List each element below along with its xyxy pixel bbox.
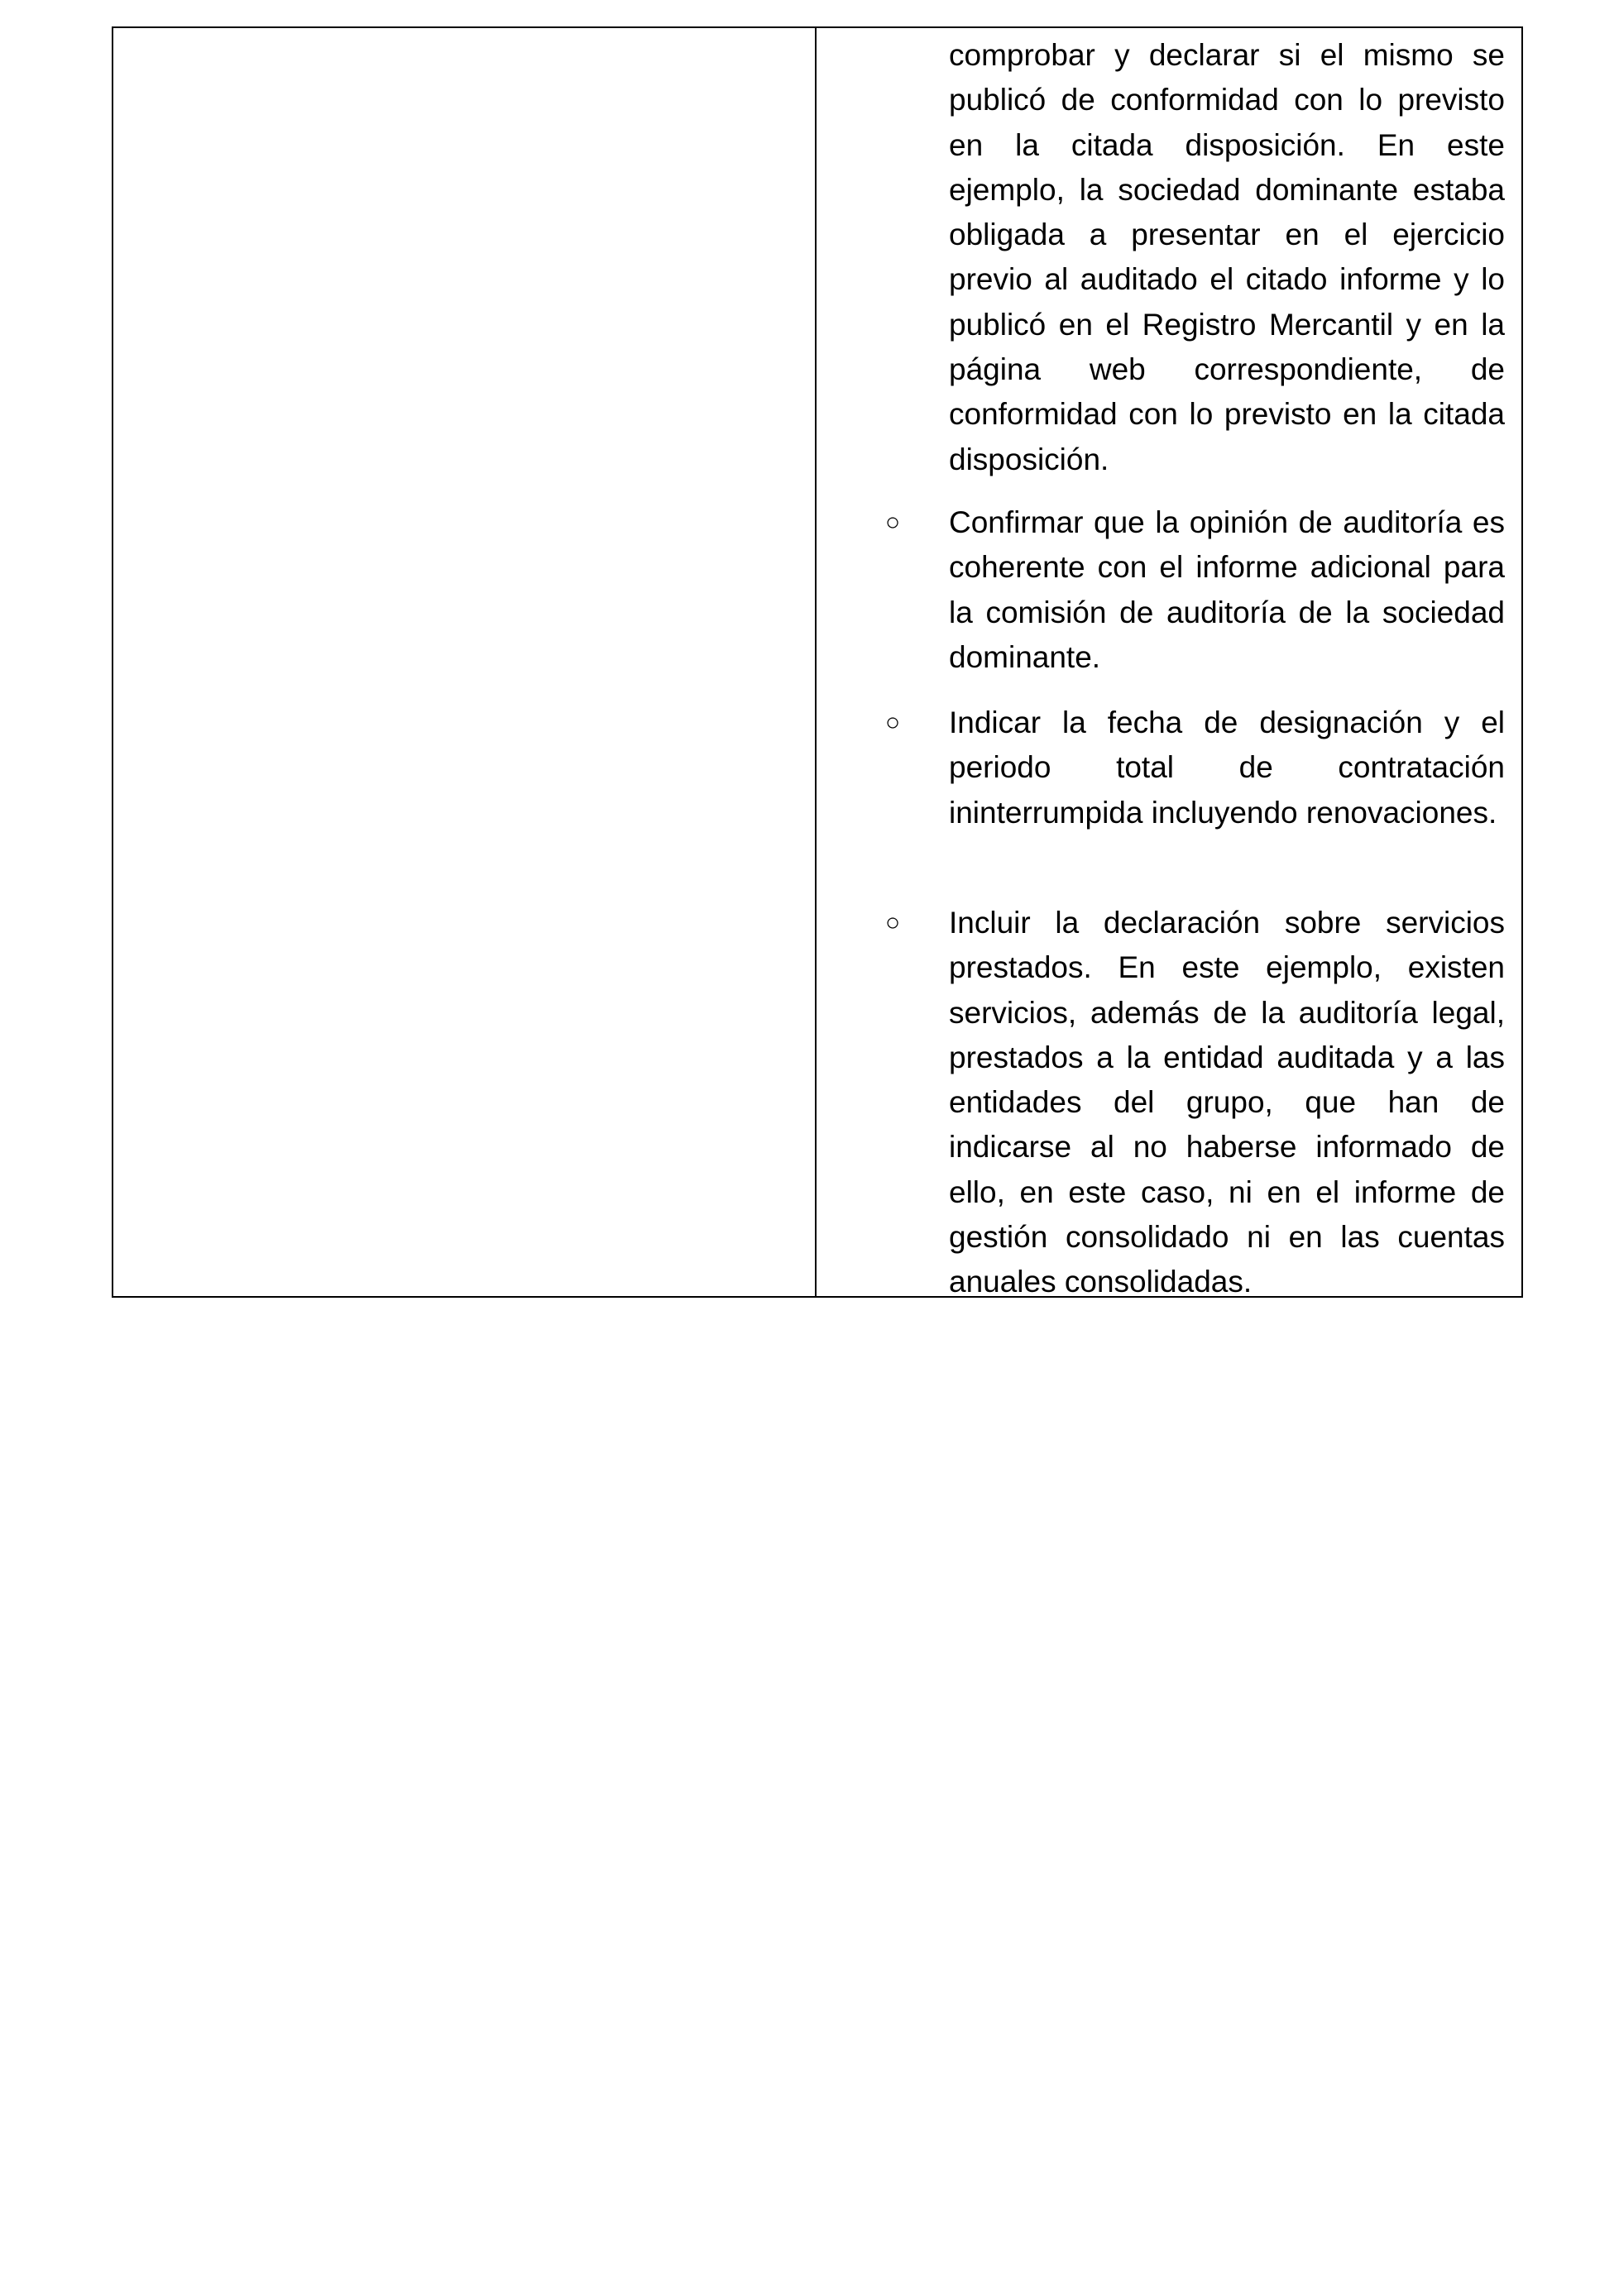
hollow-circle-bullet-icon: ○	[885, 709, 901, 736]
table-right-cell	[817, 28, 1521, 1299]
list-item-text: Indicar la fecha de designación y el periodo total de contratación ininterrumpida incluyendo renovaciones.	[949, 706, 1505, 830]
continuation-text: comprobar y declarar si el mismo se publicó de conformidad con lo previsto en la citada disposición. En este ejemplo, la sociedad dominante estaba obligada a presentar en el ejercicio previo al auditado el citado informe y lo publicó en el Registro Mercantil y en la página web correspondiente, de conformidad con lo previsto en la citada disposición.	[949, 38, 1505, 476]
hollow-circle-bullet-icon: ○	[885, 909, 901, 936]
list-item-text: Confirmar que la opinión de auditoría es coherente con el informe adicional para la comisión de auditoría de la sociedad dominante.	[949, 505, 1505, 674]
hollow-circle-bullet-icon: ○	[885, 509, 901, 536]
document-table	[112, 26, 1523, 1298]
list-item-text: Incluir la declaración sobre servicios prestados. En este ejemplo, existen servicios, además de la auditoría legal, prestados a la entidad auditada y a las entidades del grupo, que han de indicarse al no haberse informado de ello, en este caso, ni en el informe de gestión consolidado ni en las cuentas anuales consolidadas.	[949, 906, 1505, 1299]
table-left-cell	[113, 28, 817, 1296]
